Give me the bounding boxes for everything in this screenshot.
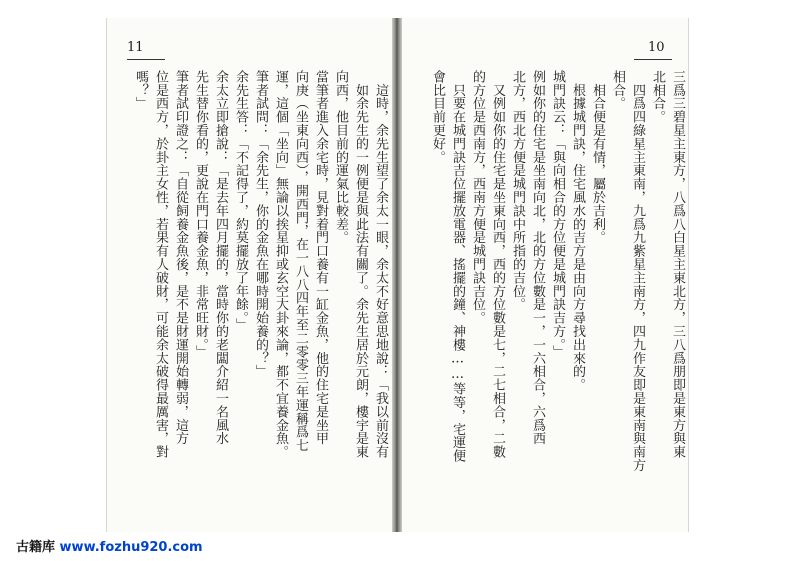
text-column: 會比目前更好。 — [430, 70, 445, 164]
text-column: 運，這個「坐向」無論以挨星抑或玄空大卦來論，都不宜養金魚。 — [273, 70, 288, 459]
site-name: 古籍库 — [16, 540, 56, 555]
text-column: 只要在城門訣吉位擺放電器、搖擺的鐘、神樓……等等，宅運便 — [450, 70, 465, 463]
right-page — [402, 18, 689, 532]
page-number: 11 — [127, 40, 144, 55]
text-column: 四爲四綠星主東南，九爲九紫星主南方，四九作友即是東南與南方 — [630, 70, 645, 472]
text-column: 嗎？」 — [133, 70, 148, 111]
site-url[interactable]: www.fozhu920.com — [59, 540, 203, 555]
page-number: 10 — [648, 40, 665, 55]
text-column: 相合便是有情，屬於吉利。 — [590, 70, 605, 245]
text-column: 北方，西北方便是城門訣中所指的吉位。 — [510, 70, 525, 312]
left-page — [106, 18, 393, 532]
text-column: 當筆者進入余宅時，見對着門口養有一缸金魚，他的住宅是坐甲 — [313, 70, 328, 446]
text-column: 筆者試問：「余先生，你的金魚在哪時開始養的？」 — [253, 70, 268, 379]
book-gutter — [392, 18, 402, 532]
header-rule — [634, 59, 672, 60]
text-column: 筆者試印證之：「自從飼養金魚後，是不是財運開始轉弱，這方 — [173, 70, 188, 446]
text-column: 余太立即搶說：「是去年四月擺的，當時你的老闆介紹一名風水 — [213, 70, 228, 446]
text-column: 的方位是西南方，西南方便是城門訣吉位。 — [470, 70, 485, 325]
text-column: 北相合。 — [650, 70, 665, 124]
header-rule — [127, 59, 165, 60]
site-watermark — [16, 536, 203, 555]
text-column: 這時，余先生望了余太一眼，余太不好意思地說：「我以前沒有 — [373, 70, 388, 459]
text-column: 又例如你的住宅是坐東向西，西的方位數是七，二七相合，二數 — [490, 70, 505, 459]
book-spread — [106, 18, 688, 532]
text-column: 向西，他目前的運氣比較差。 — [333, 70, 348, 245]
text-column: 位是西方，於卦主女性，若果有人破財，可能余太破得最厲害，對 — [153, 70, 168, 459]
text-column: 例如你的住宅是坐南向北，北的方位數是一，一六相合，六爲西 — [530, 70, 545, 446]
text-column: 余先生答：「不記得了，約莫擺放了年餘。」 — [233, 70, 248, 332]
text-column: 三爲三碧星主東方，八爲八白星主東北方，三八爲朋即是東方與東 — [670, 70, 685, 459]
text-column: 向庚（坐東向西），開西門，在一八八四年至二零零三年運稱爲七 — [293, 70, 308, 453]
text-column: 根據城門訣，住宅風水的吉方是由向方尋找出來的。 — [570, 70, 585, 392]
text-column: 先生替你看的，更說在門口養金魚，非常旺財。」 — [193, 70, 208, 359]
text-column: 城門訣云：「與向相合的方位便是城門訣吉方。」 — [550, 70, 565, 359]
text-column: 相合。 — [610, 70, 625, 111]
text-column: 如余先生的一例便是與此法有關了。余先生居於元朗，樓宇是東 — [353, 70, 368, 459]
